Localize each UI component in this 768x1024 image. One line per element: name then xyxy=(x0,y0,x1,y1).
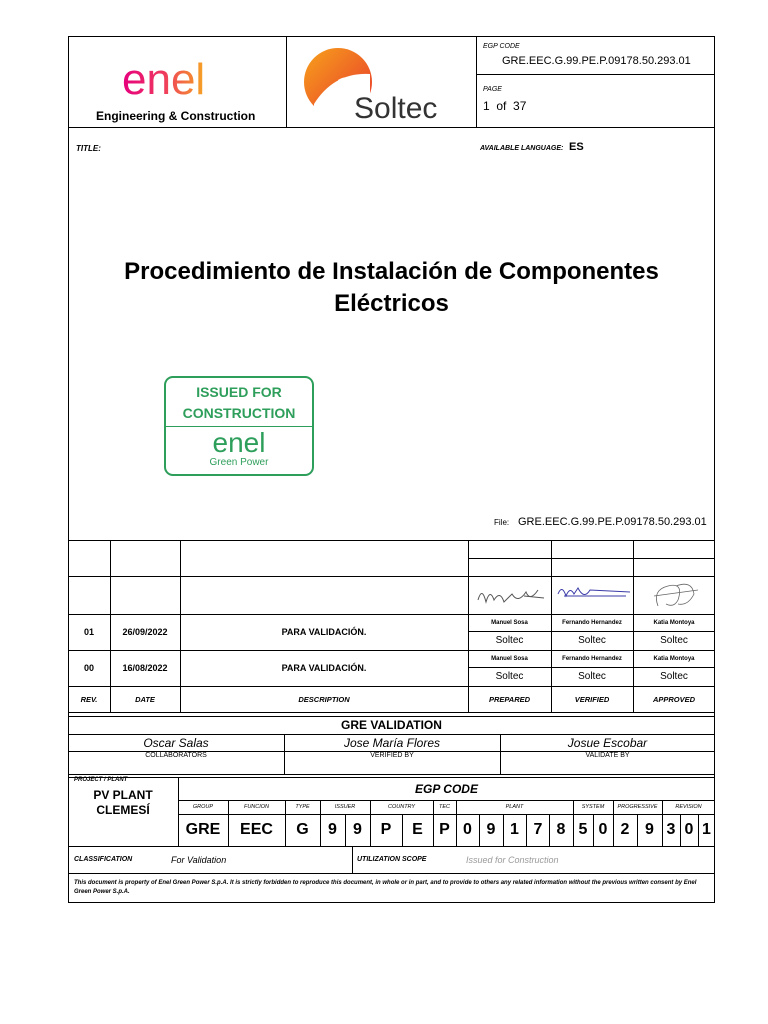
description-cell: PARA VALIDACIÓN. xyxy=(281,663,367,673)
code-bottom xyxy=(68,846,715,847)
code-divider xyxy=(680,814,681,846)
code-divider xyxy=(549,814,550,846)
prepared-company: Soltec xyxy=(495,671,524,682)
soltec-logo xyxy=(300,44,465,124)
prepared-name: Manuel Sosa xyxy=(491,619,528,626)
validator-name: Oscar Salas xyxy=(143,735,209,750)
header-prepared: PREPARED xyxy=(488,694,531,704)
egp-code-title: EGP CODE xyxy=(415,782,478,796)
code-value: 9 xyxy=(353,821,362,838)
stamp-line-2: CONSTRUCTION xyxy=(182,405,296,421)
page-label: PAGE xyxy=(483,86,502,93)
code-divider xyxy=(503,814,504,846)
code-value: 9 xyxy=(486,821,496,838)
code-label: COUNTRY xyxy=(388,804,415,810)
code-value: 9 xyxy=(328,821,337,838)
division-label: Engineering & Construction xyxy=(96,109,256,123)
signature-verified xyxy=(556,580,632,613)
title-label: TITLE: xyxy=(76,144,101,153)
code-divider xyxy=(662,800,663,846)
rev-cell: 01 xyxy=(83,627,94,637)
code-label: PLANT xyxy=(505,804,524,810)
code-divider xyxy=(593,814,594,846)
prepared-company: Soltec xyxy=(495,635,524,646)
code-divider xyxy=(613,800,614,846)
code-value: 8 xyxy=(556,821,566,838)
code-label: GROUP xyxy=(192,804,214,810)
date-cell: 26/09/2022 xyxy=(122,627,168,637)
project-name-line-2: CLEMESÍ xyxy=(96,803,150,817)
date-cell: 16/08/2022 xyxy=(122,663,168,673)
code-value: 1 xyxy=(510,821,519,838)
verified-company: Soltec xyxy=(578,635,606,646)
class-bottom xyxy=(68,873,715,874)
code-divider xyxy=(370,800,371,846)
approved-company: Soltec xyxy=(660,671,688,682)
header-approved: APPROVED xyxy=(652,694,696,704)
code-label: FUNCION xyxy=(243,804,270,810)
svg-text:enel: enel xyxy=(122,55,206,104)
project-top xyxy=(68,777,715,778)
code-divider xyxy=(573,800,574,846)
code-value: 1 xyxy=(702,821,711,838)
code-divider xyxy=(698,814,699,846)
rev-bottom xyxy=(68,712,715,713)
header-sep-1 xyxy=(286,36,287,127)
scope-value: Issued for Construction xyxy=(466,855,559,865)
code-divider xyxy=(320,800,321,846)
classification-value: For Validation xyxy=(171,855,227,865)
egp-code-value: GRE.EEC.G.99.PE.P.09178.50.293.01 xyxy=(502,55,691,67)
approved-name: Katia Montoya xyxy=(653,655,695,662)
validation-bottom xyxy=(68,774,715,775)
validator-name: Jose María Flores xyxy=(343,735,441,750)
code-value: EEC xyxy=(240,821,273,838)
validator-role: VALIDATE BY xyxy=(585,752,630,759)
description-cell: PARA VALIDACIÓN. xyxy=(281,627,367,637)
code-value: 9 xyxy=(645,821,654,838)
title-line-1: Procedimiento de Instalación de Componentes xyxy=(124,258,659,285)
code-divider xyxy=(228,800,229,846)
approved-name: Katia Montoya xyxy=(653,619,695,626)
header-sep-3 xyxy=(476,74,715,75)
code-value: 3 xyxy=(666,821,676,838)
code-value: P xyxy=(380,821,392,838)
validation-title: GRE VALIDATION xyxy=(341,718,442,732)
rev-top xyxy=(68,540,715,541)
document-title xyxy=(68,256,715,321)
language-label: AVAILABLE LANGUAGE: xyxy=(480,145,564,152)
code-value: 5 xyxy=(578,821,588,838)
approved-company: Soltec xyxy=(660,635,688,646)
verified-name: Fernando Hernandez xyxy=(562,655,622,662)
header-rev: REV. xyxy=(80,694,98,704)
scope-label: UTILIZATION SCOPE xyxy=(357,856,427,863)
rev-line-1 xyxy=(68,576,715,577)
egp-code-label: EGP CODE xyxy=(483,43,520,50)
validator-role: COLLABORATORS xyxy=(145,752,207,759)
title-line-2: Eléctricos xyxy=(334,290,449,318)
stamp-line-1: ISSUED FOR xyxy=(196,384,282,400)
code-value: 7 xyxy=(533,821,543,838)
project-name xyxy=(68,788,178,818)
header-description: DESCRIPTION xyxy=(298,694,350,704)
code-value: 0 xyxy=(598,821,608,838)
code-label: PROGRESSIVE xyxy=(617,804,658,810)
code-label: ISSUER xyxy=(334,804,356,810)
code-divider xyxy=(433,800,434,846)
code-divider xyxy=(637,814,638,846)
signature-approved xyxy=(648,576,704,617)
header-date: DATE xyxy=(135,694,155,704)
code-divider xyxy=(285,800,286,846)
code-divider xyxy=(402,814,403,846)
footer-note: This document is property of Enel Green Power S.p.A. It is strictly forbidden to reproduce this document, in whole or in part, and to provide to others any related information without the previous written consent by Enel Green Power S.p.A. xyxy=(74,880,697,895)
project-label: PROJECT / PLANT xyxy=(74,777,128,783)
code-value: P xyxy=(439,821,450,838)
code-value: G xyxy=(296,821,309,838)
enel-logo xyxy=(118,52,234,104)
file-label: File: xyxy=(494,518,510,527)
code-value: 0 xyxy=(684,821,694,838)
code-divider xyxy=(345,814,346,846)
classification-label: CLASSIFICATION xyxy=(74,856,133,863)
prepared-name: Manuel Sosa xyxy=(491,655,528,662)
stamp-brand: enel xyxy=(212,427,266,458)
stamp-sub: Green Power xyxy=(209,457,269,468)
verified-name: Fernando Hernandez xyxy=(562,619,622,626)
code-label: TYPE xyxy=(295,804,310,810)
svg-text:Soltec: Soltec xyxy=(354,92,438,124)
header-verified: VERIFIED xyxy=(574,694,610,704)
issued-stamp xyxy=(164,376,314,476)
header-divider xyxy=(68,127,715,128)
code-divider xyxy=(526,814,527,846)
code-divider xyxy=(479,814,480,846)
language-value: ES xyxy=(569,141,584,153)
code-value: GRE xyxy=(185,821,221,838)
validator-name: Josue Escobar xyxy=(567,735,648,750)
verified-company: Soltec xyxy=(578,671,606,682)
project-divider xyxy=(178,777,179,846)
code-value: E xyxy=(412,821,423,838)
code-divider xyxy=(456,800,457,846)
rev-cell: 00 xyxy=(83,663,94,673)
page-value: 1 of 37 xyxy=(483,99,527,113)
code-value: 0 xyxy=(463,821,472,838)
signature-prepared xyxy=(474,580,546,615)
class-sep xyxy=(352,846,353,873)
code-label: SYSTEM xyxy=(581,804,605,810)
code-label: TEC xyxy=(439,804,450,810)
file-value: GRE.EEC.G.99.PE.P.09178.50.293.01 xyxy=(518,516,707,528)
header-sep-2 xyxy=(476,36,477,127)
validator-role: VERIFIED BY xyxy=(370,752,414,759)
rev-line-1b xyxy=(468,558,715,559)
project-name-line-1: PV PLANT xyxy=(93,788,153,802)
code-label: REVISION xyxy=(675,804,702,810)
code-value: 2 xyxy=(620,821,630,838)
